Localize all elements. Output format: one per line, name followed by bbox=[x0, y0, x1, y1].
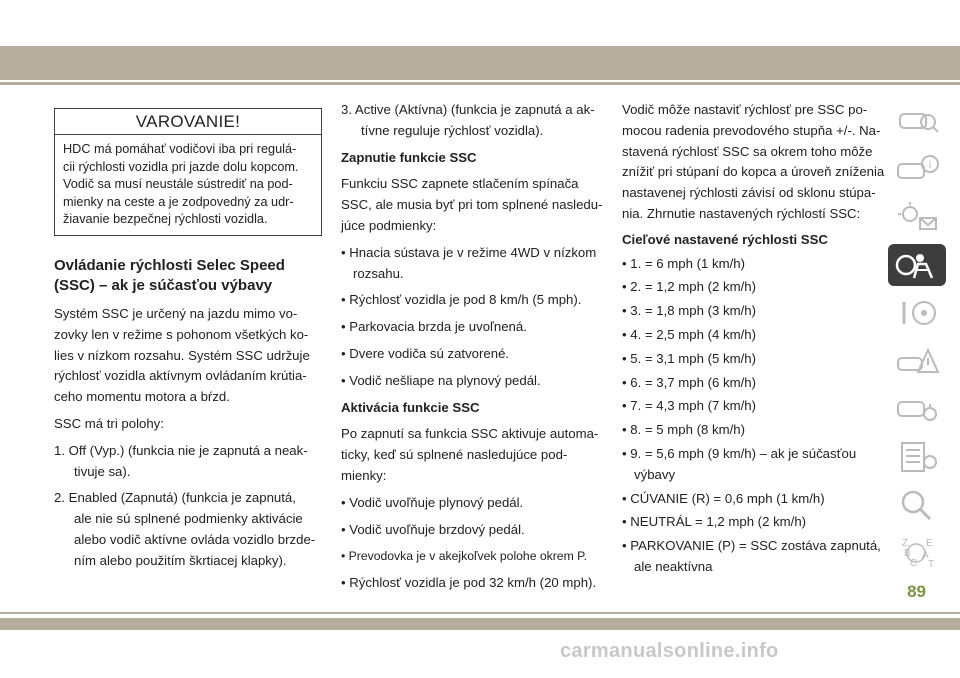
index-letters-icon[interactable] bbox=[888, 532, 946, 574]
footer-rule bbox=[0, 612, 960, 614]
section-heading: Ovládanie rýchlosti Selec Speed (SSC) – ak je súčasťou výbavy bbox=[54, 257, 285, 294]
mode-item-3: 3. Active (Aktívna) (funkcia je zapnutá a ak- tívne reguluje rýchlosť vozidla). bbox=[341, 102, 595, 138]
activation-cond-2: • Vodič uvoľňuje brzdový pedál. bbox=[341, 521, 525, 537]
svg-text:Z: Z bbox=[902, 538, 909, 549]
intro-paragraph: Systém SSC je určený na jazdu mimo vo- zovky len v režime s pohonom všetkých ko- lies v nízkom rozsahu. Systém SSC udržuje rýchlosť vozidla aktívnym ovládaním krútia- ceho momentu motora a bŕzd. bbox=[54, 306, 310, 405]
activation-cond-3: • Prevodovka je v akejkoľvek polohe okrem P. bbox=[341, 549, 588, 564]
svg-text:A: A bbox=[922, 550, 929, 561]
car-info-icon[interactable] bbox=[888, 148, 946, 190]
speed-item: • 8. = 5 mph (8 km/h) bbox=[622, 422, 745, 438]
svg-text:B: B bbox=[904, 548, 911, 559]
svg-text:i: i bbox=[928, 159, 932, 171]
activation-cond-1: • Vodič uvoľňuje plynový pedál. bbox=[341, 494, 524, 510]
header-bar bbox=[0, 46, 960, 80]
svg-text:E: E bbox=[926, 538, 933, 549]
mode-item-1: 1. Off (Vyp.) (funkcia nie je zapnutá a neak- tivuje sa). bbox=[54, 442, 308, 479]
speed-item: • 7. = 4,3 mph (7 km/h) bbox=[622, 398, 756, 414]
car-search-icon[interactable] bbox=[888, 100, 946, 142]
column-2 bbox=[341, 100, 607, 594]
speed-item: • 1. = 6 mph (1 km/h) bbox=[622, 255, 745, 271]
modes-intro: SSC má tri polohy: bbox=[54, 415, 164, 431]
condition-2: • Rýchlosť vozidla je pod 8 km/h (5 mph). bbox=[341, 292, 582, 308]
warning-text: HDC má pomáhať vodičovi iba pri regulá- cii rýchlosti vozidla pri jazde dolu kopcom. Vodič sa musí neustále sústrediť na pod- mienky na ceste a je zodpovedný za udr- žiavanie bezpečnej rýchlosti vozidla. bbox=[63, 142, 299, 227]
speed-item: • 3. = 1,8 mph (3 km/h) bbox=[622, 303, 756, 319]
warning-title: VAROVANIE! bbox=[55, 109, 321, 135]
wrench-steering-icon[interactable] bbox=[888, 292, 946, 334]
checklist-icon[interactable] bbox=[888, 436, 946, 478]
driving-safety-icon[interactable] bbox=[888, 244, 946, 286]
column-3 bbox=[622, 100, 890, 578]
speed-item-9: • 9. = 5,6 mph (9 km/h) – ak je súčasťou výbavy bbox=[622, 445, 857, 482]
activation-cond-4: • Rýchlosť vozidla je pod 32 km/h (20 mph). bbox=[341, 575, 597, 591]
speed-reverse: • CÚVANIE (R) = 0,6 mph (1 km/h) bbox=[622, 490, 825, 506]
top-band bbox=[0, 0, 960, 46]
condition-1: • Hnacia sústava je v režime 4WD v nízkom rozsahu. bbox=[341, 244, 597, 281]
speed-item: • 6. = 3,7 mph (6 km/h) bbox=[622, 374, 756, 390]
search-icon[interactable] bbox=[888, 484, 946, 526]
target-speeds-heading: Cieľové nastavené rýchlosti SSC bbox=[622, 231, 828, 247]
speed-neutral: • NEUTRÁL = 1,2 mph (2 km/h) bbox=[622, 514, 807, 530]
warning-box bbox=[54, 108, 322, 236]
condition-5: • Vodič nešliape na plynový pedál. bbox=[341, 372, 541, 388]
column-1 bbox=[54, 256, 326, 572]
condition-3: • Parkovacia brzda je uvoľnená. bbox=[341, 319, 527, 335]
speed-item: • 5. = 3,1 mph (5 km/h) bbox=[622, 350, 756, 366]
header-rule bbox=[0, 82, 960, 85]
speed-park: • PARKOVANIE (P) = SSC zostáva zapnutá, ale neaktívna bbox=[622, 538, 881, 574]
activation-heading: Aktivácia funkcie SSC bbox=[341, 399, 480, 415]
speed-list bbox=[622, 254, 890, 578]
footer-bar bbox=[0, 618, 960, 630]
set-speed-intro: Vodič môže nastaviť rýchlosť pre SSC po- mocou radenia prevodového stupňa +/-. Na- stavená rýchlosť SSC sa okrem toho môže znížiť pri stúpaní do kopca a úroveň zníženia nastavenej rýchlosti závisí od sklonu stúpa- nia. Zhrnutie nastavených rýchlostí SSC: bbox=[622, 102, 885, 221]
activation-text: Po zapnutí sa funkcia SSC aktivuje automa- ticky, keď sú splnené nasledujúce pod- mienky: bbox=[341, 426, 599, 483]
page-number: 89 bbox=[907, 582, 926, 601]
mode-item-2: 2. Enabled (Zapnutá) (funkcia je zapnutá, ale nie sú splnené podmienky aktivácie alebo vodič aktívne ovláda vozidlo brzde- ním alebo použitím škrtiacej klapky). bbox=[54, 490, 316, 568]
chapter-tabs bbox=[888, 100, 946, 580]
warning-lights-icon[interactable] bbox=[888, 196, 946, 238]
hazard-car-icon[interactable] bbox=[888, 340, 946, 382]
watermark: carmanualsonline.info bbox=[560, 640, 779, 662]
svg-text:T: T bbox=[928, 559, 935, 570]
condition-4: • Dvere vodiča sú zatvorené. bbox=[341, 345, 510, 361]
car-service-icon[interactable] bbox=[888, 388, 946, 430]
speed-item: • 4. = 2,5 mph (4 km/h) bbox=[622, 326, 756, 342]
enable-heading: Zapnutie funkcie SSC bbox=[341, 149, 477, 165]
svg-text:C: C bbox=[910, 558, 918, 569]
speed-item: • 2. = 1,2 mph (2 km/h) bbox=[622, 279, 756, 295]
enable-text: Funkciu SSC zapnete stlačením spínača SSC, ale musia byť pri tom splnené nasledu- júce podmienky: bbox=[341, 176, 603, 233]
